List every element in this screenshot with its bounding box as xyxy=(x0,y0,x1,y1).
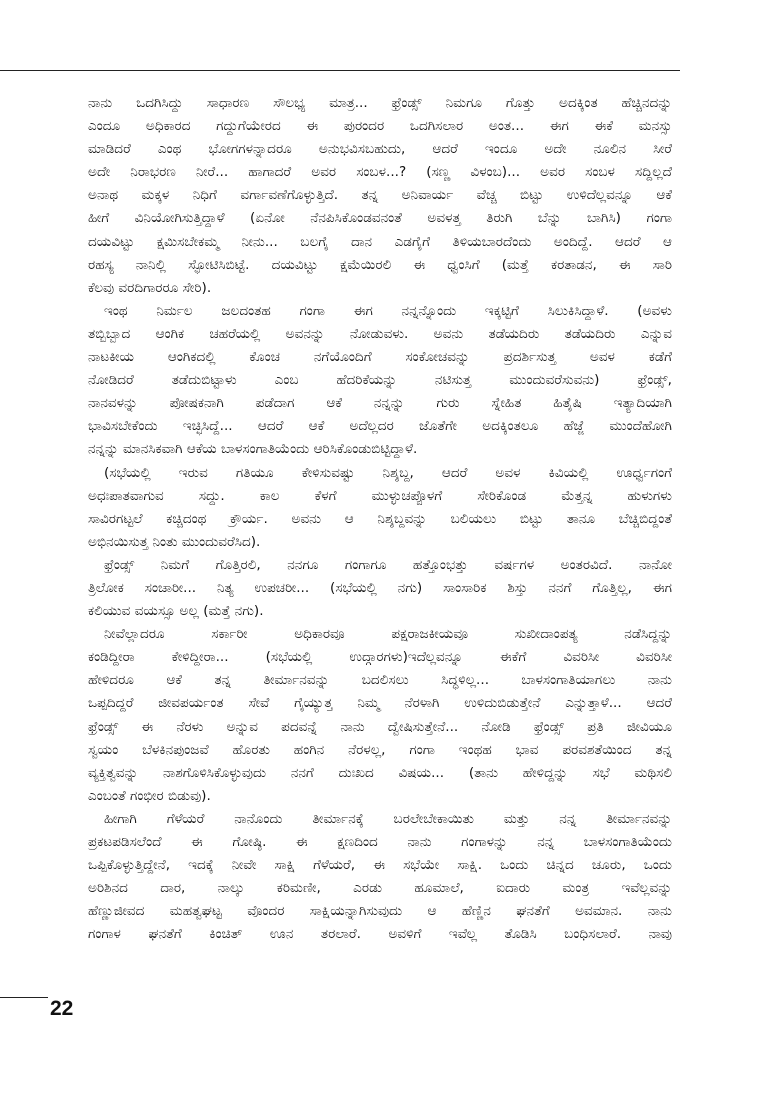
text-line: ಎಂಬಂತೆ ಗಂಭೀರ ಬಿಡುವು). xyxy=(88,787,211,804)
page-text-body xyxy=(88,92,672,946)
text-line: ರಹಸ್ಯ ನಾನಿಲ್ಲಿ ಸ್ಫೋಟಿಸಿಬಿಟ್ಟೆ. ದಯವಿಟ್ಟು ಕ್ಷಮೆಯಿರಲಿ ಈ ಧ್ವಂಸಿಗೆ (ಮತ್ತೆ ಕರತಾಡನ, ಈ ಸಾರಿ xyxy=(88,256,672,273)
text-line: ಗಂಗಾಳ ಘನತೆಗೆ ಕಿಂಚಿತ್ ಊನ ತರಲಾರೆ. ಅವಳಿಗೆ ಇವೆಲ್ಲ ತೊಡಿಸಿ ಬಂಧಿಸಲಾರೆ. ನಾವು xyxy=(88,926,672,943)
text-line: ಹೀಗೆ ವಿನಿಯೋಗಿಸುತ್ತಿದ್ದಾಳೆ (ಏನೋ ನೆನಪಿಸಿಕೊಂಡವನಂತೆ ಅವಳತ್ತ ತಿರುಗಿ ಬೆನ್ನು ಬಾಗಿಸಿ) ಗಂಗಾ xyxy=(88,210,672,227)
text-line: ನೀವೆಲ್ಲಾದರೂ ಸರ್ಕಾರೀ ಅಧಿಕಾರವೂ ಪಕ್ಷರಾಜಕೀಯವೂ ಸುಖೀದಾಂಪತ್ಯ ನಡೆಸಿದ್ದನ್ನು xyxy=(104,626,672,643)
text-line: ಹೀಗಾಗಿ ಗೆಳೆಯರೆ ನಾನೊಂದು ತೀರ್ಮಾನಕ್ಕೆ ಬರಲೇಬೇಕಾಯಿತು ಮತ್ತು ನನ್ನ ತೀರ್ಮಾನವನ್ನು xyxy=(104,810,672,827)
text-line: ಪ್ರಕಟಪಡಿಸಲೆಂದೆ ಈ ಗೋಷ್ಠಿ. ಈ ಕ್ಷಣದಿಂದ ನಾನು ಗಂಗಾಳನ್ನು ನನ್ನ ಬಾಳಸಂಗಾತಿಯೆಂದು xyxy=(88,834,672,850)
text-line: ಸ್ವಯಂ ಬೆಳಕಿನಪುಂಜವೆ ಹೊರತು ಹಂಗಿನ ನೆರಳಲ್ಲ, ಗಂಗಾ ಇಂಥಹ ಭಾವ ಪರವಶತೆಯಿಂದ ತನ್ನ xyxy=(88,741,672,758)
text-line: ಕಲಿಯುವ ವಯಸ್ಸೂ ಅಲ್ಲ (ಮತ್ತೆ ನಗು). xyxy=(88,603,264,620)
text-line: ಹೆಣ್ಣುಜೀವದ ಮಹತ್ವಘಟ್ಟ ವೊಂದರ ಸಾಕ್ಷಿಯನ್ನಾಗಿಸುವುದು ಆ ಹೆಣ್ಣಿನ ಘನತೆಗೆ ಅವಮಾನ. ನಾನು xyxy=(88,903,672,920)
text-line: ಅದೇ ನಿರಾಭರಣ ನೀರೆ... ಹಾಗಾದರೆ ಅವರ ಸಂಬಳ...? (ಸಣ್ಣ ವಿಳಂಬ)... ಅವರ ಸಂಬಳ ಸದ್ದಿಲ್ಲದೆ xyxy=(88,164,672,181)
text-line: ಫ್ರೆಂಡ್ಸ್ ಈ ನೆರಳು ಅನ್ನುವ ಪದವನ್ನೆ ನಾನು ದ್ವೇಷಿಸುತ್ತೇನೆ... ನೋಡಿ ಫ್ರೆಂಡ್ಸ್ ಪ್ರತಿ ಜೀವಿಯೂ xyxy=(88,718,672,735)
text-line: ಒಪ್ಪಿಕೊಳ್ಳುತ್ತಿದ್ದೇನೆ, ಇದಕ್ಕೆ ನೀವೇ ಸಾಕ್ಷಿ ಗೆಳೆಯರೆ, ಈ ಸಭೆಯೇ ಸಾಕ್ಷಿ. ಒಂದು ಚಿನ್ನದ ಚೂರು, ಒಂದು xyxy=(88,857,672,874)
text-line: ಫ್ರೆಂಡ್ಸ್ ನಿಮಗೆ ಗೊತ್ತಿರಲಿ, ನನಗೂ ಗಂಗಾಗೂ ಹತ್ತೊಂಭತ್ತು ವರ್ಷಗಳ ಅಂತರವಿದೆ. ನಾನೋ xyxy=(104,556,672,573)
text-line: ಅಧಃಪಾತವಾಗುವ ಸದ್ದು. ಕಾಲ ಕೆಳಗೆ ಮುಳ್ಳುಚಪ್ಪೊಳಗೆ ಸೇರಿಕೊಂಡ ಮೆತ್ತನ್ನ ಹುಳುಗಳು xyxy=(88,487,672,504)
text-line: ಕೆಲವು ವರದಿಗಾರರೂ ಸೇರಿ). xyxy=(88,279,212,296)
text-line: ಎಂದೂ ಅಧಿಕಾರದ ಗದ್ದುಗೆಯೇರದ ಈ ಪುರಂದರ ಒದಗಿಸಲಾರ ಅಂತ... ಈಗ ಈಕೆ ಮನಸ್ಸು xyxy=(88,118,672,135)
text-line: ಕಂಡಿದ್ದೀರಾ ಕೇಳಿದ್ದೀರಾ... (ಸಭೆಯಲ್ಲಿ ಉದ್ಗಾರಗಳು)ಇದೆಲ್ಲವನ್ನೂ ಈಕೆಗೆ ವಿವರಿಸೀ ವಿವರಿಸೀ xyxy=(88,649,672,666)
text-line: ನನ್ನನ್ನು ಮಾನಸಿಕವಾಗಿ ಆಕೆಯ ಬಾಳಸಂಗಾತಿಯೆಂದು ಆರಿಸಿಕೊಂಡುಬಿಟ್ಟಿದ್ದಾಳೆ. xyxy=(88,441,418,458)
text-line: ವ್ಯಕ್ತಿತ್ವವನ್ನು ನಾಶಗೊಳಿಸಿಕೊಳ್ಳುವುದು ನನಗೆ ದುಃಖದ ವಿಷಯ... (ತಾನು ಹೇಳಿದ್ದನ್ನು ಸಭೆ ಮಥಿಸಲಿ xyxy=(88,764,672,781)
text-line: ನಾನು ಒದಗಿಸಿದ್ದು ಸಾಧಾರಣ ಸೌಲಭ್ಯ ಮಾತ್ರ... ಫ್ರೆಂಡ್ಸ್ ನಿಮಗೂ ಗೊತ್ತು ಅದಕ್ಕಿಂತ ಹೆಚ್ಚಿನದನ್ನು xyxy=(88,95,672,111)
text-line: ನಾನವಳನ್ನು ಪೋಷಕನಾಗಿ ಪಡೆದಾಗ ಆಕೆ ನನ್ನನ್ನು ಗುರು ಸ್ನೇಹಿತ ಹಿತೈಷಿ ಇತ್ಯಾದಿಯಾಗಿ xyxy=(88,395,672,412)
text-line: ಇಂಥ ನಿರ್ಮಲ ಜಲದಂತಹ ಗಂಗಾ ಈಗ ನನ್ನನ್ನೊಂದು ಇಕ್ಕಟ್ಟಿಗೆ ಸಿಲುಕಿಸಿದ್ದಾಳೆ. (ಅವಳು xyxy=(104,302,672,319)
top-rule xyxy=(0,70,680,71)
text-line: ಸಾವಿರಗಟ್ಟಲೆ ಕಚ್ಚಿದಂಥ ಕ್ರೌರ್ಯ. ಅವನು ಆ ನಿಶ್ಶಬ್ದವನ್ನು ಬಲಿಯಲು ಬಿಟ್ಟು ತಾನೂ ಬೆಚ್ಚಿಬಿದ್ದಂತೆ xyxy=(88,510,672,527)
text-line: ದಯವಿಟ್ಟು ಕ್ಷಮಿಸಬೇಕಮ್ಮ ನೀನು... ಬಲಗೈ ದಾನ ಎಡಗೈಗೆ ತಿಳಿಯಬಾರದೆಂದು ಅಂದಿದ್ದೆ. ಆದರೆ ಆ xyxy=(88,233,672,250)
text-line: ಅರಿಶಿನದ ದಾರ, ನಾಲ್ಕು ಕರಿಮಣೀ, ಎರಡು ಹೂಮಾಲೆ, ಐದಾರು ಮಂತ್ರ ಇವೆಲ್ಲವನ್ನು xyxy=(88,880,672,897)
page-number: 22 xyxy=(50,997,74,1020)
text-line: ಅಭಿನಯಿಸುತ್ತ ನಿಂತು ಮುಂದುವರೆಸಿದ). xyxy=(88,533,261,550)
text-line: ಒಪ್ಪದಿದ್ದರೆ ಜೀವಪರ್ಯಂತ ಸೇವೆ ಗೈಯ್ಯುತ್ತ ನಿಮ್ಮ ನೆರಳಾಗಿ ಉಳಿದುಬಿಡುತ್ತೇನೆ ಎನ್ನುತ್ತಾಳೆ... ಆದರೆ xyxy=(88,695,672,712)
text-line: ಮಾಡಿದರೆ ಎಂಥ ಭೋಗಗಳನ್ನಾದರೂ ಅನುಭವಿಸಬಹುದು, ಆದರೆ ಇಂದೂ ಅದೇ ನೂಲಿನ ಸೀರೆ xyxy=(88,141,672,158)
bottom-rule xyxy=(0,997,48,998)
text-line: ನಾಟಕೀಯ ಆಂಗಿಕದಲ್ಲಿ ಕೊಂಚ ನಗೆಯೊಂದಿಗೆ ಸಂಕೋಚವನ್ನು ಪ್ರದರ್ಶಿಸುತ್ತ ಅವಳ ಕಡೆಗೆ xyxy=(88,349,672,366)
text-line: ಹೇಳಿದರೂ ಆಕೆ ತನ್ನ ತೀರ್ಮಾನವನ್ನು ಬದಲಿಸಲು ಸಿದ್ಧಳಿಲ್ಲ... ಬಾಳಸಂಗಾತಿಯಾಗಲು ನಾನು xyxy=(88,672,672,689)
text-line: ನೋಡಿದರೆ ತಡೆದುಬಿಟ್ಟಾಳು ಎಂಬ ಹೆದರಿಕೆಯನ್ನು ನಟಿಸುತ್ತ ಮುಂದುವರೆಸುವನು) ಫ್ರೆಂಡ್ಸ್, xyxy=(88,372,672,389)
text-line: (ಸಭೆಯಲ್ಲಿ ಇರುವ ಗತಿಯೂ ಕೇಳಿಸುವಷ್ಟು ನಿಶ್ಶಬ್ದ, ಆದರೆ ಅವಳ ಕಿವಿಯಲ್ಲಿ ಊರ್ಧ್ವಗಂಗೆ xyxy=(104,464,672,481)
text-line: ಅನಾಥ ಮಕ್ಕಳ ನಿಧಿಗೆ ವರ್ಗಾವಣೆಗೊಳ್ಳುತ್ತಿದೆ. ತನ್ನ ಅನಿವಾರ್ಯ ವೆಚ್ಚ ಬಿಟ್ಟು ಉಳಿದೆಲ್ಲವನ್ನೂ ಆಕೆ xyxy=(88,187,672,204)
text-line: ಭಾವಿಸಬೇಕೆಂದು ಇಚ್ಛಿಸಿದ್ದೆ... ಆದರೆ ಆಕೆ ಅದೆಲ್ಲದರ ಜೊತೆಗೇ ಅದಕ್ಕಿಂತಲೂ ಹೆಜ್ಜೆ ಮುಂದೆಹೋಗಿ xyxy=(88,418,672,435)
text-line: ತಬ್ಬಿಬ್ಬಾದ ಆಂಗಿಕ ಚಹರೆಯಲ್ಲಿ ಅವನನ್ನು ನೋಡುವಳು. ಅವನು ತಡೆಯದಿರು ತಡೆಯದಿರು ಎನ್ನುವ xyxy=(88,325,672,342)
text-line: ತ್ರಿಲೋಕ ಸಂಚಾರೀ... ನಿತ್ಯ ಉಪಚರೀ... (ಸಭೆಯಲ್ಲಿ ನಗು) ಸಾಂಸಾರಿಕ ಶಿಸ್ತು ನನಗೆ ಗೊತ್ತಿಲ್ಲ, ಈಗ xyxy=(88,579,672,596)
